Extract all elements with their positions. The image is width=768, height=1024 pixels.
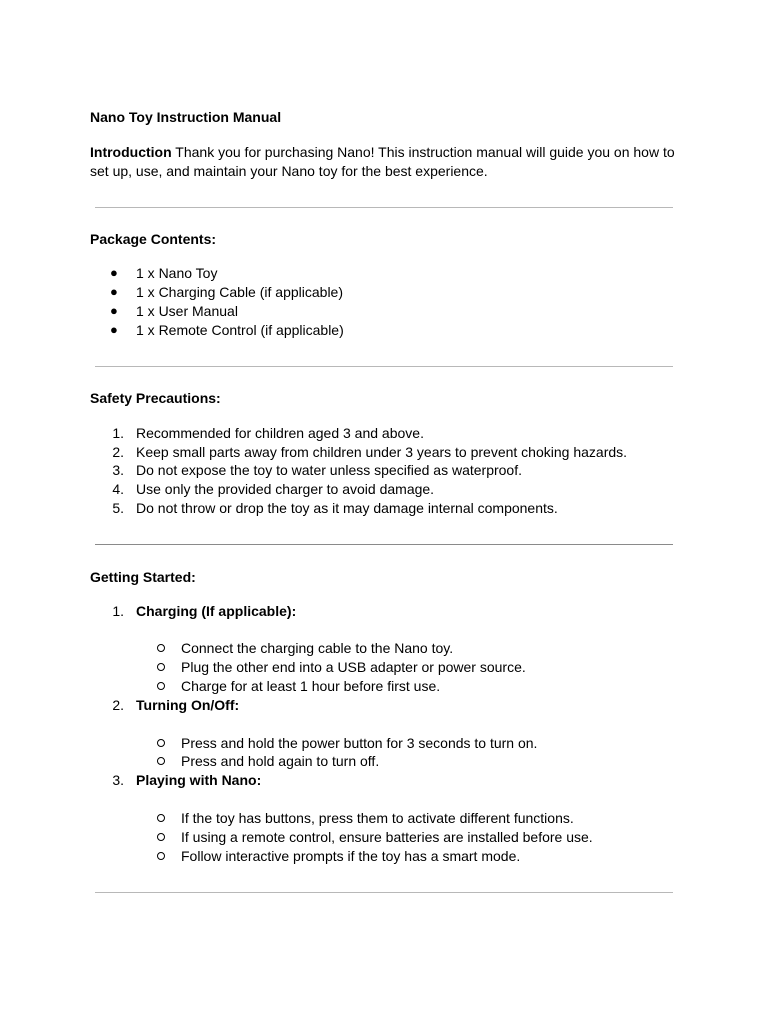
hollow-bullet-icon (157, 757, 165, 765)
list-item-text: Do not throw or drop the toy as it may damage internal components. (136, 500, 558, 516)
horizontal-rule (95, 544, 673, 545)
list-item-text: Recommended for children aged 3 and above. (136, 425, 424, 441)
introduction-text: Thank you for purchasing Nano! This instruction manual will guide you on how to set up, use, and maintain your Nano toy for the best experience. (90, 144, 675, 179)
introduction-lead: Introduction (90, 144, 172, 160)
list-number: 2. (112, 697, 124, 713)
hollow-bullet-icon (157, 644, 165, 652)
list-item-text: Use only the provided charger to avoid damage. (136, 481, 435, 497)
list-item-text: 1 x Nano Toy (136, 265, 218, 281)
list-number: 3. (112, 772, 124, 788)
package-contents-heading: Package Contents: (90, 231, 217, 247)
document-title: Nano Toy Instruction Manual (90, 109, 282, 125)
bullet-icon: ● (110, 265, 118, 280)
sub-list-item-text: Plug the other end into a USB adapter or power source. (181, 659, 526, 675)
list-item-text: 1 x Charging Cable (if applicable) (136, 284, 343, 300)
list-number: 5. (112, 500, 124, 516)
bullet-icon: ● (110, 284, 118, 299)
horizontal-rule (95, 366, 673, 367)
horizontal-rule (95, 892, 673, 893)
bullet-icon: ● (110, 322, 118, 337)
step-title: Charging (If applicable): (136, 603, 297, 619)
list-item-text: Do not expose the toy to water unless specified as waterproof. (136, 462, 522, 478)
sub-list-item-text: If the toy has buttons, press them to activate different functions. (181, 810, 574, 826)
list-number: 3. (112, 462, 124, 478)
sub-list-item-text: Press and hold the power button for 3 seconds to turn on. (181, 735, 538, 751)
sub-list-item-text: Press and hold again to turn off. (181, 753, 380, 769)
hollow-bullet-icon (157, 682, 165, 690)
list-item-text: 1 x Remote Control (if applicable) (136, 322, 344, 338)
step-title: Playing with Nano: (136, 772, 262, 788)
hollow-bullet-icon (157, 739, 165, 747)
hollow-bullet-icon (157, 852, 165, 860)
sub-list-item-text: If using a remote control, ensure batteries are installed before use. (181, 829, 593, 845)
list-number: 1. (112, 603, 124, 619)
getting-started-heading: Getting Started: (90, 569, 196, 585)
introduction-paragraph (90, 143, 680, 181)
hollow-bullet-icon (157, 833, 165, 841)
bullet-icon: ● (110, 303, 118, 318)
hollow-bullet-icon (157, 814, 165, 822)
list-item-text: Keep small parts away from children under 3 years to prevent choking hazards. (136, 444, 628, 460)
list-number: 1. (112, 425, 124, 441)
horizontal-rule (95, 207, 673, 208)
list-number: 2. (112, 444, 124, 460)
safety-precautions-heading: Safety Precautions: (90, 390, 221, 406)
sub-list-item-text: Charge for at least 1 hour before first use. (181, 678, 441, 694)
list-number: 4. (112, 481, 124, 497)
list-item-text: 1 x User Manual (136, 303, 238, 319)
sub-list-item-text: Connect the charging cable to the Nano toy. (181, 640, 454, 656)
hollow-bullet-icon (157, 663, 165, 671)
sub-list-item-text: Follow interactive prompts if the toy has a smart mode. (181, 848, 521, 864)
step-title: Turning On/Off: (136, 697, 240, 713)
